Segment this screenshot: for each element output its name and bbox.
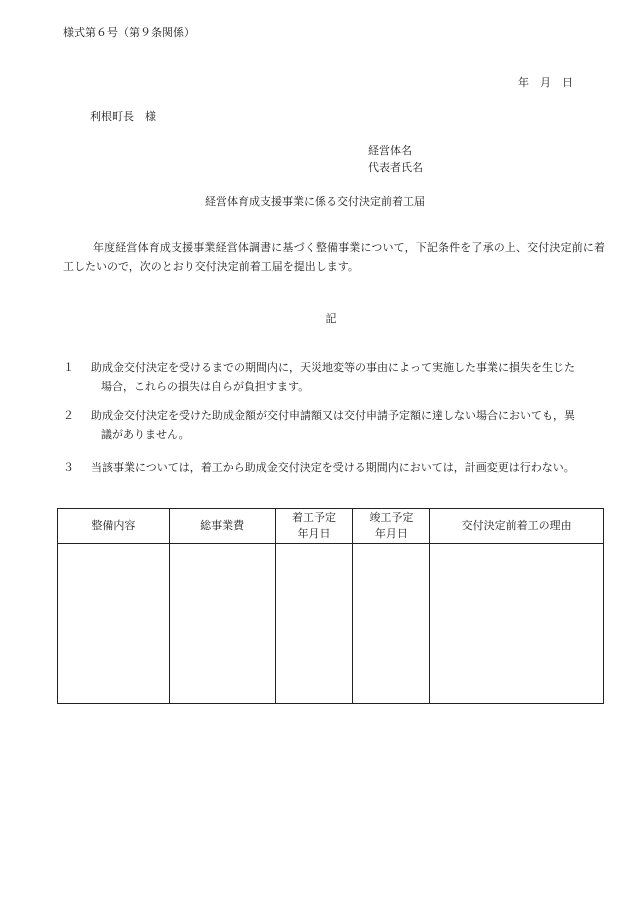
table-header-row — [58, 509, 604, 544]
condition-item — [63, 358, 608, 396]
ki-heading: 記 — [325, 312, 337, 325]
condition-number: １ — [63, 361, 74, 374]
document-title: 経営体育成支援事業に係る交付決定前着工届 — [205, 195, 425, 208]
applicant-name-label: 経営体名 — [368, 144, 412, 157]
representative-label: 代表者氏名 — [368, 161, 423, 174]
cell-start-date[interactable] — [275, 544, 353, 704]
table-row — [58, 544, 604, 704]
form-number: 様式第６号（第９条関係） — [63, 26, 195, 39]
cell-reason[interactable] — [430, 544, 604, 704]
condition-number: ３ — [63, 461, 74, 474]
header-reason: 交付決定前着工の理由 — [430, 509, 604, 544]
condition-text — [63, 458, 608, 477]
header-work-content: 整備内容 — [58, 509, 170, 544]
condition-line: 助成金交付決定を受けるまでの期間内に，天災地変等の事由によって実施した事業に損失を生じた — [91, 361, 575, 374]
condition-line: 場合，これらの損失は自らが負担すます。 — [101, 380, 310, 393]
condition-item — [63, 406, 608, 444]
cell-total-cost[interactable] — [169, 544, 275, 704]
body-paragraph: 年度経営体育成支援事業経営体調書に基づく整備事業について，下記条件を了承の上、交付決定前に着工したいので，次のとおり交付決定前着工届を提出します。 — [63, 241, 605, 273]
header-completion-date: 竣工予定 年月日 — [353, 509, 430, 544]
condition-line: 議がありません。 — [101, 428, 190, 441]
date-line: 年 月 日 — [518, 76, 573, 89]
condition-number: ２ — [63, 409, 74, 422]
cell-completion-date[interactable] — [353, 544, 430, 704]
header-start-date: 着工予定 年月日 — [275, 509, 353, 544]
construction-plan-table — [57, 508, 604, 704]
condition-line: 当該事業については，着工から助成金交付決定を受ける期間内においては，計画変更は行わない。 — [91, 461, 575, 474]
condition-text — [63, 358, 608, 396]
cell-work-content[interactable] — [58, 544, 170, 704]
condition-text — [63, 406, 608, 444]
recipient: 利根町長 様 — [90, 110, 156, 123]
header-total-cost: 総事業費 — [169, 509, 275, 544]
condition-item — [63, 458, 608, 477]
applicant-block — [368, 142, 423, 176]
condition-line: 助成金交付決定を受けた助成金額が交付申請額又は交付申請予定額に達しない場合においても，異 — [91, 409, 575, 422]
